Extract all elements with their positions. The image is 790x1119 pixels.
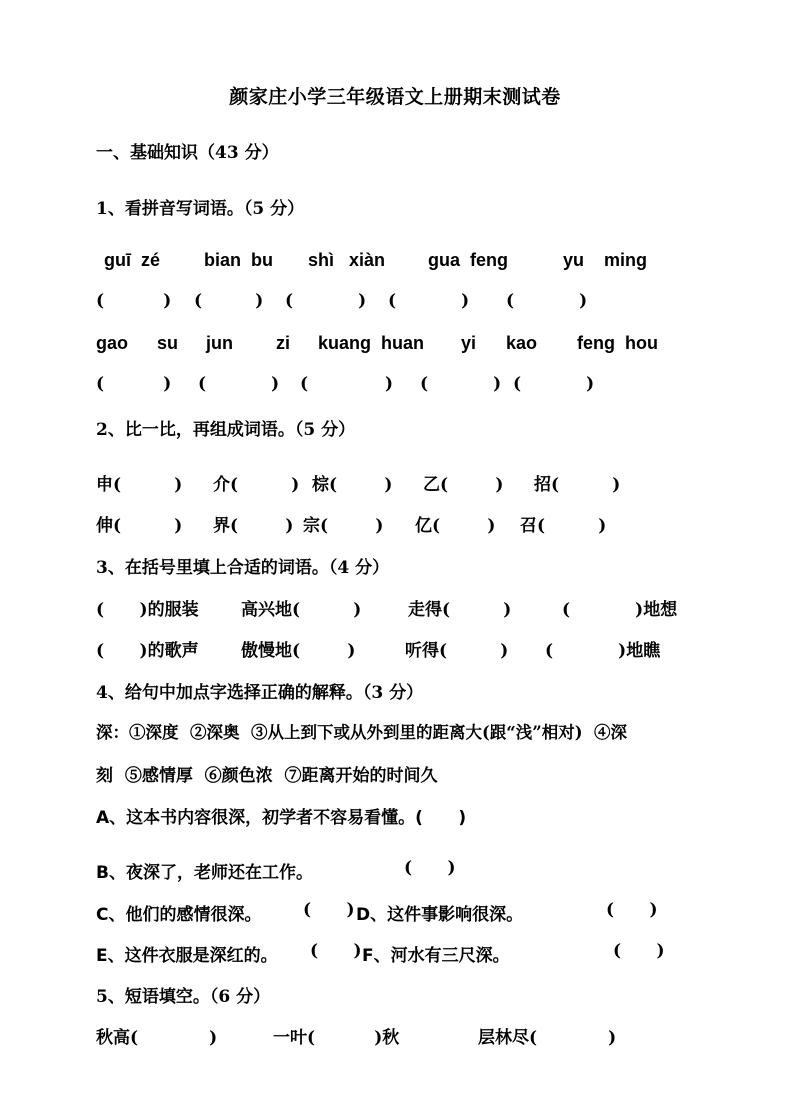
page-title: 颜家庄小学三年级语文上册期末测试卷 [229,86,561,108]
pinyin: zi [276,333,291,353]
answer-blank[interactable]: ( ) [420,374,502,394]
sentence-item-e: E、这件衣服是深红的。 [96,946,278,966]
char-blank[interactable]: 亿( ) [415,516,496,536]
char-blank[interactable]: 召( ) [520,516,607,536]
answer-blank[interactable]: ( ) [606,900,658,920]
idiom-blank[interactable]: 一叶( )秋 [273,1028,400,1048]
phrase-blank[interactable]: 走得( ) [408,600,512,620]
pinyin: su [157,333,179,353]
question-5-heading: 5、短语填空。（6 分） [96,987,271,1007]
answer-blank[interactable]: ( ) [300,374,394,394]
section-heading-basics: 一、基础知识（43 分） [96,143,279,163]
answer-blank[interactable]: ( ) [388,291,470,311]
answer-blank[interactable]: ( ) [303,900,355,920]
char-blank[interactable]: 棕( ) [312,475,393,495]
phrase-blank[interactable]: 傲慢地( ) [241,641,356,661]
answer-blank[interactable]: ( ) [506,291,588,311]
phrase-blank[interactable]: ( )的服装 [96,600,199,620]
answer-blank[interactable]: ( ) [194,291,264,311]
answer-blank[interactable]: ( ) [96,291,172,311]
question-1-heading: 1、看拼音写词语。（5 分） [96,199,305,219]
pinyin: kuang huan [318,333,425,353]
pinyin: gua feng [428,250,508,270]
definition-line: 刻 ⑤感情厚 ⑥颜色浓 ⑦距离开始的时间久 [96,766,438,786]
sentence-item-a[interactable]: A、这本书内容很深，初学者不容易看懂。( ) [96,808,467,828]
phrase-blank[interactable]: ( )地瞧 [545,641,661,661]
pinyin: bian bu [204,250,273,270]
definition-line: 深：①深度 ②深奥 ③从上到下或从外到里的距离大(跟“浅”相对) ④深 [96,723,628,742]
phrase-blank[interactable]: 高兴地( ) [241,600,362,620]
pinyin: gao [96,333,129,353]
pinyin: shì xiàn [308,250,386,270]
pinyin: feng hou [577,333,658,353]
answer-blank[interactable]: ( ) [613,941,665,961]
answer-blank[interactable]: ( ) [404,858,456,878]
char-blank[interactable]: 介( ) [213,475,300,495]
pinyin: yi [461,333,477,353]
phrase-blank[interactable]: ( )地想 [562,600,678,620]
pinyin: kao [506,333,538,353]
phrase-blank[interactable]: 听得( ) [405,641,509,661]
char-blank[interactable]: 伸( ) [96,516,183,536]
char-blank[interactable]: 宗( ) [303,516,384,536]
question-2-heading: 2、比一比，再组成词语。（5 分） [96,420,356,440]
char-blank[interactable]: 招( ) [534,475,621,495]
question-3-heading: 3、在括号里填上合适的词语。（4 分） [96,558,390,578]
char-blank[interactable]: 乙( ) [423,475,504,495]
question-4-heading: 4、给句中加点字选择正确的解释。（3 分） [96,683,424,703]
answer-blank[interactable]: ( ) [285,291,367,311]
sentence-item-d: D、这件事影响很深。 [356,905,524,925]
char-blank[interactable]: 界( ) [213,516,294,536]
char-blank[interactable]: 申( ) [96,475,183,495]
pinyin: guī zé [104,250,161,270]
idiom-blank[interactable]: 秋高( ) [96,1028,218,1048]
answer-blank[interactable]: ( ) [198,374,280,394]
sentence-item-f: F、河水有三尺深。 [362,946,510,966]
answer-blank[interactable]: ( ) [513,374,595,394]
pinyin: yu ming [563,250,648,270]
phrase-blank[interactable]: ( )的歌声 [96,641,199,661]
idiom-blank[interactable]: 层林尽( ) [478,1028,617,1048]
pinyin: jun [206,333,233,353]
answer-blank[interactable]: ( ) [96,374,172,394]
answer-blank[interactable]: ( ) [310,941,362,961]
sentence-item-b: B、夜深了，老师还在工作。 [96,863,313,883]
sentence-item-c: C、他们的感情很深。 [96,905,262,925]
